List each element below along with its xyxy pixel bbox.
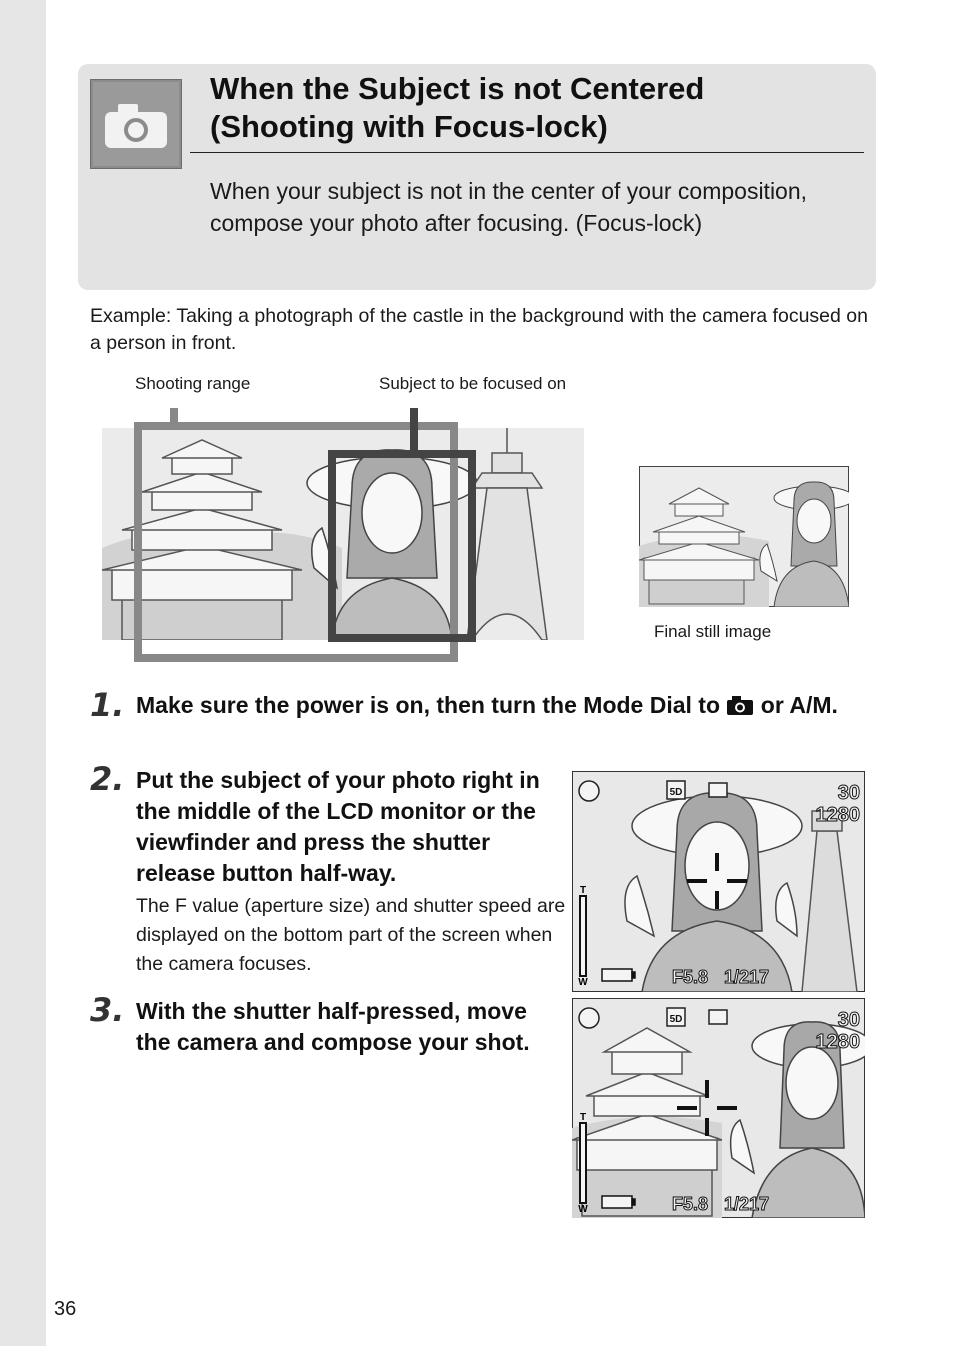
step-1-text-start: Make sure the power is on, then turn the Mode Dial to (136, 692, 721, 718)
lcd-mode-text: 5D (669, 787, 683, 798)
lcd-mode-text: 5D (669, 1014, 683, 1025)
step-2-text: Put the subject of your photo right in the middle of the LCD monitor or the viewfinder and press the shutter release button half-way. (136, 767, 540, 886)
framing-overlay (100, 404, 500, 666)
step-1-text (136, 690, 876, 721)
lcd-count: 30 (837, 1009, 860, 1031)
lcd-shutter: 1/217 (724, 1194, 770, 1214)
lcd-aperture: F5.8 (672, 967, 709, 987)
battery-icon (602, 969, 635, 981)
camera-icon (726, 695, 754, 715)
title-underline (190, 152, 864, 153)
zoom-tele-label: T (579, 1112, 587, 1123)
lcd-screen-recomposed (572, 998, 865, 1218)
shooting-range-label: Shooting range (135, 374, 251, 393)
lcd-aperture: F5.8 (672, 1194, 709, 1214)
zoom-wide-label: W (578, 1204, 588, 1215)
step-2-note: The F value (aperture size) and shutter speed are displayed on the bottom part of the screen when the camera focuses. (136, 895, 566, 975)
lcd-size: 1280 (815, 804, 860, 826)
step-3-text: With the shutter half-pressed, move the camera and compose your shot. (136, 998, 530, 1055)
zoom-bar (580, 1123, 586, 1203)
scene-mode-icon (579, 781, 599, 801)
step-3-number: 3. (90, 991, 125, 1029)
camera-mode-icon (709, 1010, 727, 1024)
page-title (210, 70, 860, 146)
lcd-size: 1280 (815, 1031, 860, 1053)
step-2-number: 2. (90, 760, 125, 798)
lcd-count: 30 (837, 782, 860, 804)
page-number: 36 (54, 1298, 77, 1320)
zoom-wide-label: W (578, 977, 588, 988)
title-line-1: When the Subject is not Centered (210, 71, 705, 106)
step-1-number: 1. (90, 686, 125, 724)
scene-mode-icon (579, 1008, 599, 1028)
page-side-strip (0, 0, 46, 1346)
step-1-text-end: or A/M. (760, 692, 838, 718)
battery-icon (602, 1196, 635, 1208)
camera-mode-icon (709, 783, 727, 797)
intro-text: When your subject is not in the center of your composition, compose your photo after focusing. (Focus-lock) (210, 178, 808, 236)
example-text: Example: Taking a photograph of the castle in the background with the camera focused on a person in front. (90, 305, 868, 354)
lcd-screen-centered (572, 771, 865, 992)
final-still-image (639, 466, 849, 607)
final-image-label: Final still image (654, 622, 772, 641)
title-line-2: (Shooting with Focus-lock) (210, 109, 608, 144)
shooting-range-frame (138, 426, 454, 658)
subject-label: Subject to be focused on (379, 374, 567, 393)
camera-icon (90, 79, 182, 169)
zoom-tele-label: T (579, 885, 587, 896)
lcd-shutter: 1/217 (724, 967, 770, 987)
zoom-bar (580, 896, 586, 976)
